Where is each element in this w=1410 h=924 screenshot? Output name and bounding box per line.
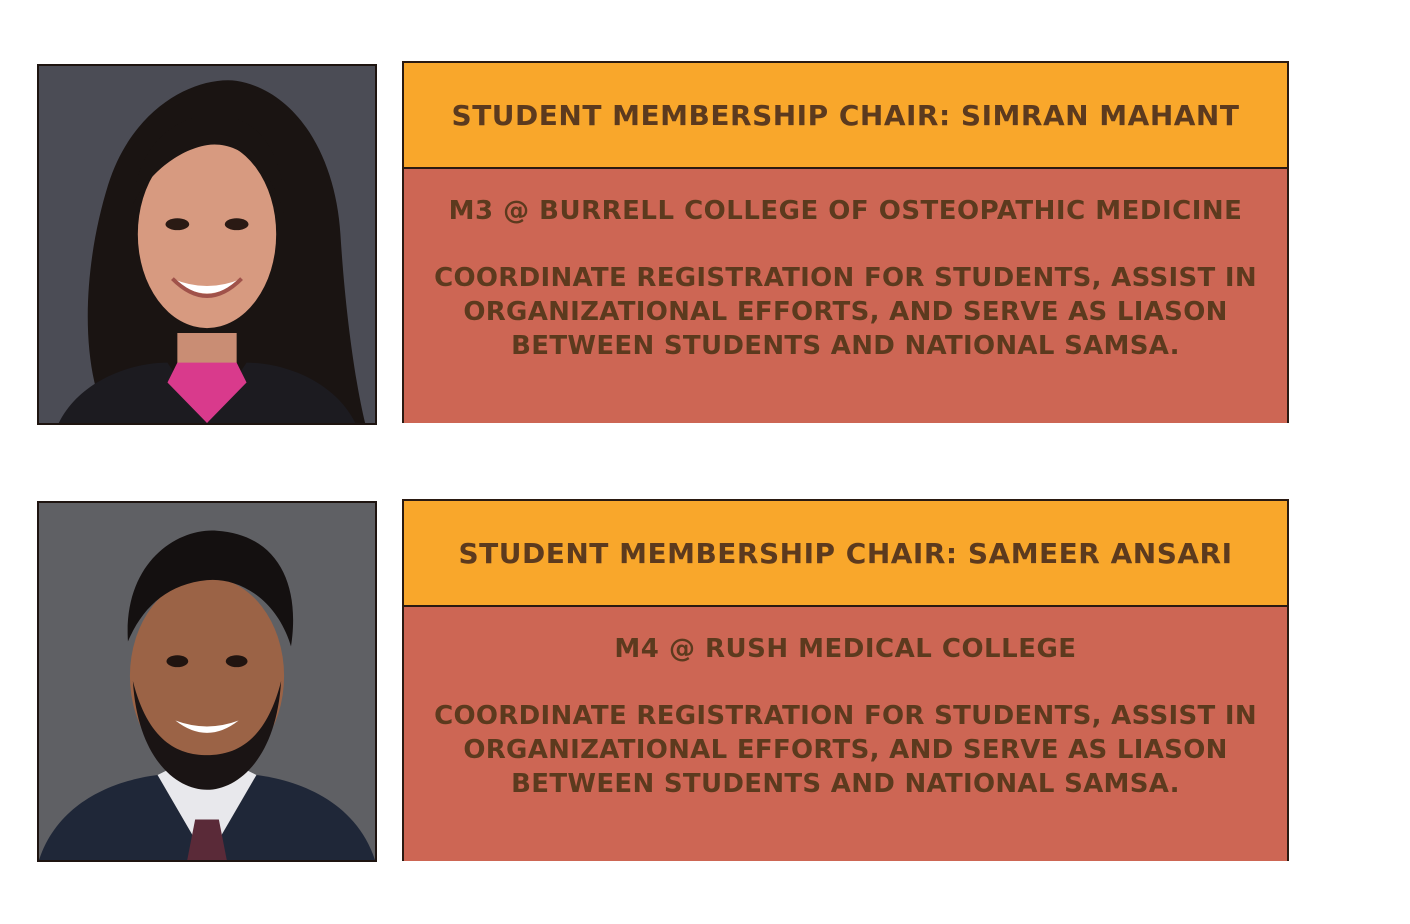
member-title: STUDENT MEMBERSHIP CHAIR: SAMEER ANSARI xyxy=(404,501,1287,607)
member-title: STUDENT MEMBERSHIP CHAIR: SIMRAN MAHANT xyxy=(404,63,1287,169)
member-school: M4 @ RUSH MEDICAL COLLEGE xyxy=(614,634,1077,664)
portrait-image xyxy=(39,503,375,860)
member-photo-sameer xyxy=(37,501,377,862)
member-photo-simran xyxy=(37,64,377,425)
portrait-image xyxy=(39,66,375,423)
member-details xyxy=(404,607,1287,861)
member-card-sameer xyxy=(402,499,1289,861)
member-description: COORDINATE REGISTRATION FOR STUDENTS, ASSIST IN ORGANIZATIONAL EFFORTS, AND SERVE AS LIASON BETWEEN STUDENTS AND NATIONAL SAMSA. xyxy=(434,701,1257,799)
member-description: COORDINATE REGISTRATION FOR STUDENTS, ASSIST IN ORGANIZATIONAL EFFORTS, AND SERVE AS LIASON BETWEEN STUDENTS AND NATIONAL SAMSA. xyxy=(434,263,1257,361)
member-card-simran xyxy=(402,61,1289,423)
member-details xyxy=(404,169,1287,423)
member-school: M3 @ BURRELL COLLEGE OF OSTEOPATHIC MEDICINE xyxy=(448,196,1243,226)
